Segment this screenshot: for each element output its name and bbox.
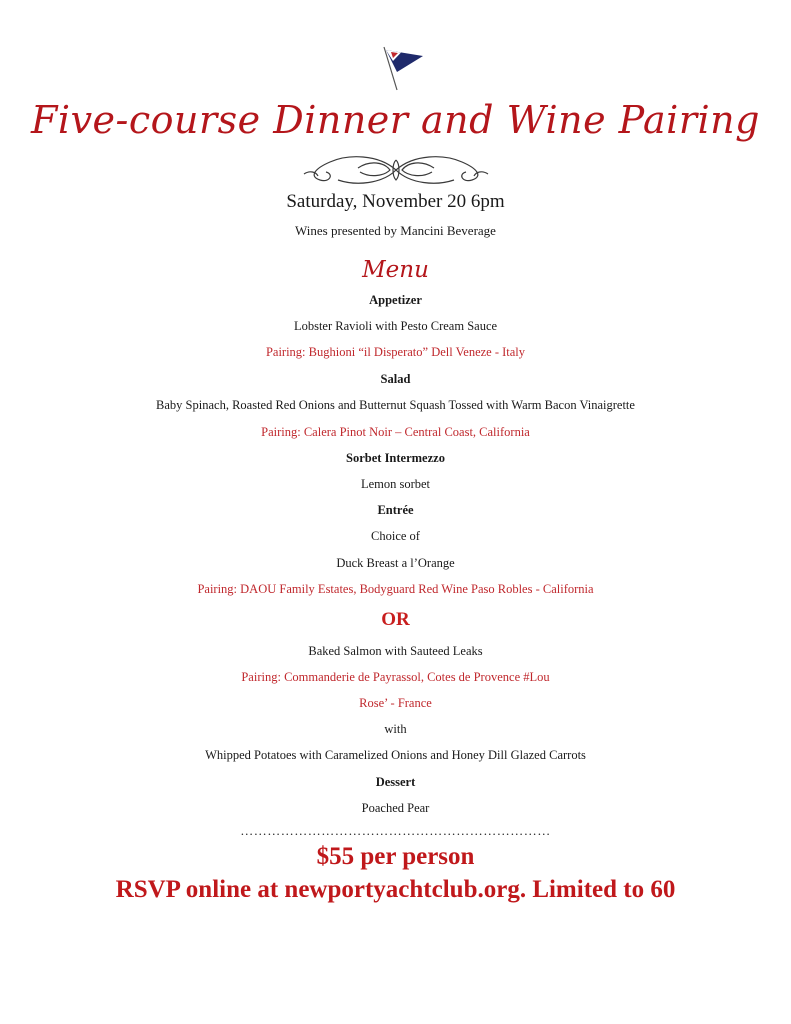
entree-with: with bbox=[384, 722, 407, 736]
dotted-divider: …………………………………………………………… bbox=[240, 823, 551, 838]
scroll-flourish-icon bbox=[298, 150, 494, 190]
appetizer-pairing: Pairing: Bughioni “il Disperato” Dell Veneze - Italy bbox=[265, 345, 526, 359]
course-sorbet: Sorbet Intermezzo bbox=[346, 451, 445, 465]
entree-or-divider: OR bbox=[381, 609, 410, 630]
burgee-flag-icon bbox=[381, 44, 429, 94]
course-dessert: Dessert bbox=[375, 775, 416, 789]
sorbet-dish: Lemon sorbet bbox=[360, 477, 431, 491]
appetizer-dish: Lobster Ravioli with Pesto Cream Sauce bbox=[293, 319, 498, 333]
salad-dish: Baby Spinach, Roasted Red Onions and Butternut Squash Tossed with Warm Bacon Vinaigrette bbox=[156, 398, 635, 412]
entree-sides: Whipped Potatoes with Caramelized Onions and Honey Dill Glazed Carrots bbox=[205, 748, 586, 762]
salad-pairing: Pairing: Calera Pinot Noir – Central Coast, California bbox=[261, 425, 530, 439]
course-entree: Entrée bbox=[377, 503, 414, 517]
entree-option-salmon: Baked Salmon with Sauteed Leaks bbox=[308, 644, 483, 658]
duck-pairing: Pairing: DAOU Family Estates, Bodyguard Red Wine Paso Robles - California bbox=[197, 582, 594, 596]
dessert-dish: Poached Pear bbox=[361, 801, 430, 815]
course-appetizer: Appetizer bbox=[369, 293, 422, 307]
rsvp-notice: RSVP online at newportyachtclub.org. Limited to 60 bbox=[115, 876, 676, 903]
salmon-pairing-line1: Pairing: Commanderie de Payrassol, Cotes de Provence #Lou bbox=[241, 670, 550, 684]
entree-option-duck: Duck Breast a l’Orange bbox=[336, 556, 455, 570]
event-title: Five-course Dinner and Wine Pairing bbox=[31, 98, 760, 142]
wine-presenter: Wines presented by Mancini Beverage bbox=[295, 223, 496, 238]
entree-choice-of: Choice of bbox=[371, 529, 420, 543]
event-date: Saturday, November 20 6pm bbox=[286, 191, 505, 212]
salmon-pairing-line2: Rose’ - France bbox=[359, 696, 432, 710]
course-salad: Salad bbox=[380, 372, 411, 386]
price-per-person: $55 per person bbox=[316, 843, 475, 870]
menu-heading: Menu bbox=[362, 257, 429, 283]
